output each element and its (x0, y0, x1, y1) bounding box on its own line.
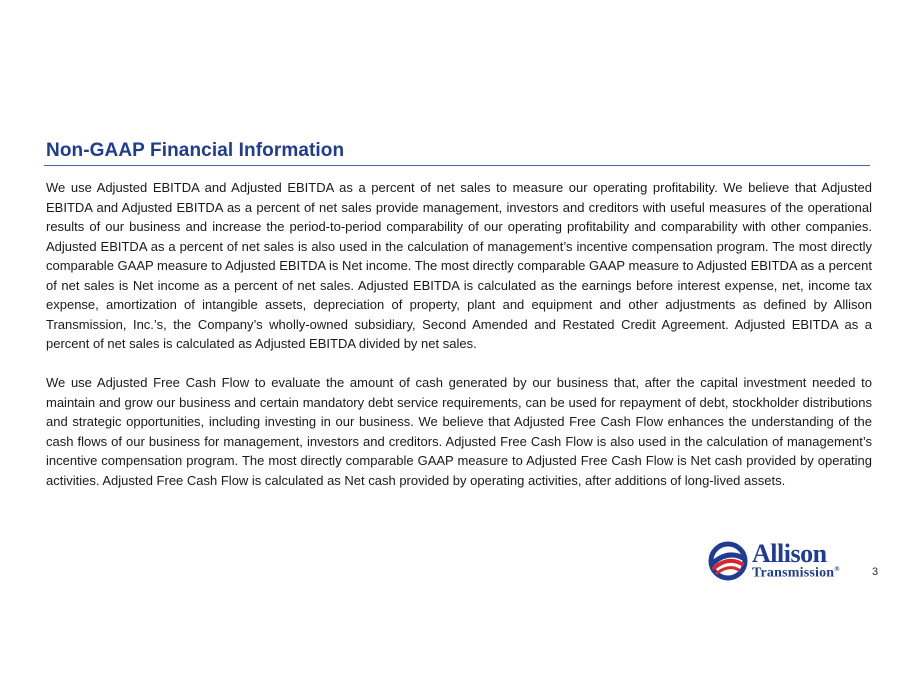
allison-swirl-icon (708, 541, 748, 581)
logo-wordmark-transmission: Transmission® (752, 565, 840, 581)
paragraph-adjusted-free-cash-flow: We use Adjusted Free Cash Flow to evaluate the amount of cash generated by our business that, after the capital investment needed to maintain and grow our business and certain mandatory debt service requirements, can be used for repayment of debt, stockholder distributions and strategic opportunities, including investing in our business. We believe that Adjusted Free Cash Flow enhances the understanding of the cash flows of our business for management, investors and creditors. Adjusted Free Cash Flow is also used in the calculation of management’s incentive compensation program. The most directly comparable GAAP measure to Adjusted Free Cash Flow is Net cash provided by operating activities. Adjusted Free Cash Flow is calculated as Net cash provided by operating activities, after additions of long-lived assets. (46, 375, 872, 488)
logo-wordmark-allison: Allison (752, 539, 827, 568)
paragraph-adjusted-ebitda: We use Adjusted EBITDA and Adjusted EBITDA as a percent of net sales to measure our operating profitability. We believe that Adjusted EBITDA and Adjusted EBITDA as a percent of net sales provide management, investors and creditors with useful measures of the operational results of our business and increase the period-to-period comparability of our operating profitability and comparability with other companies. Adjusted EBITDA as a percent of net sales is also used in the calculation of management’s incentive compensation program. The most directly comparable GAAP measure to Adjusted EBITDA is Net income. The most directly comparable GAAP measure to Adjusted EBITDA as a percent of net sales is Net income as a percent of net sales. Adjusted EBITDA is calculated as the earnings before interest expense, net, income tax expense, amortization of intangible assets, depreciation of property, plant and equipment and other adjustments as defined by Allison Transmission, Inc.’s, the Company’s wholly-owned subsidiary, Second Amended and Restated Credit Agreement. Adjusted EBITDA as a percent of net sales is calculated as Adjusted EBITDA divided by net sales. (46, 180, 872, 351)
slide-title: Non-GAAP Financial Information (46, 140, 345, 161)
page-number: 3 (872, 566, 879, 578)
registered-mark: ® (834, 565, 840, 573)
allison-transmission-logo (708, 541, 864, 583)
body-text (46, 178, 872, 490)
title-divider (44, 165, 870, 166)
